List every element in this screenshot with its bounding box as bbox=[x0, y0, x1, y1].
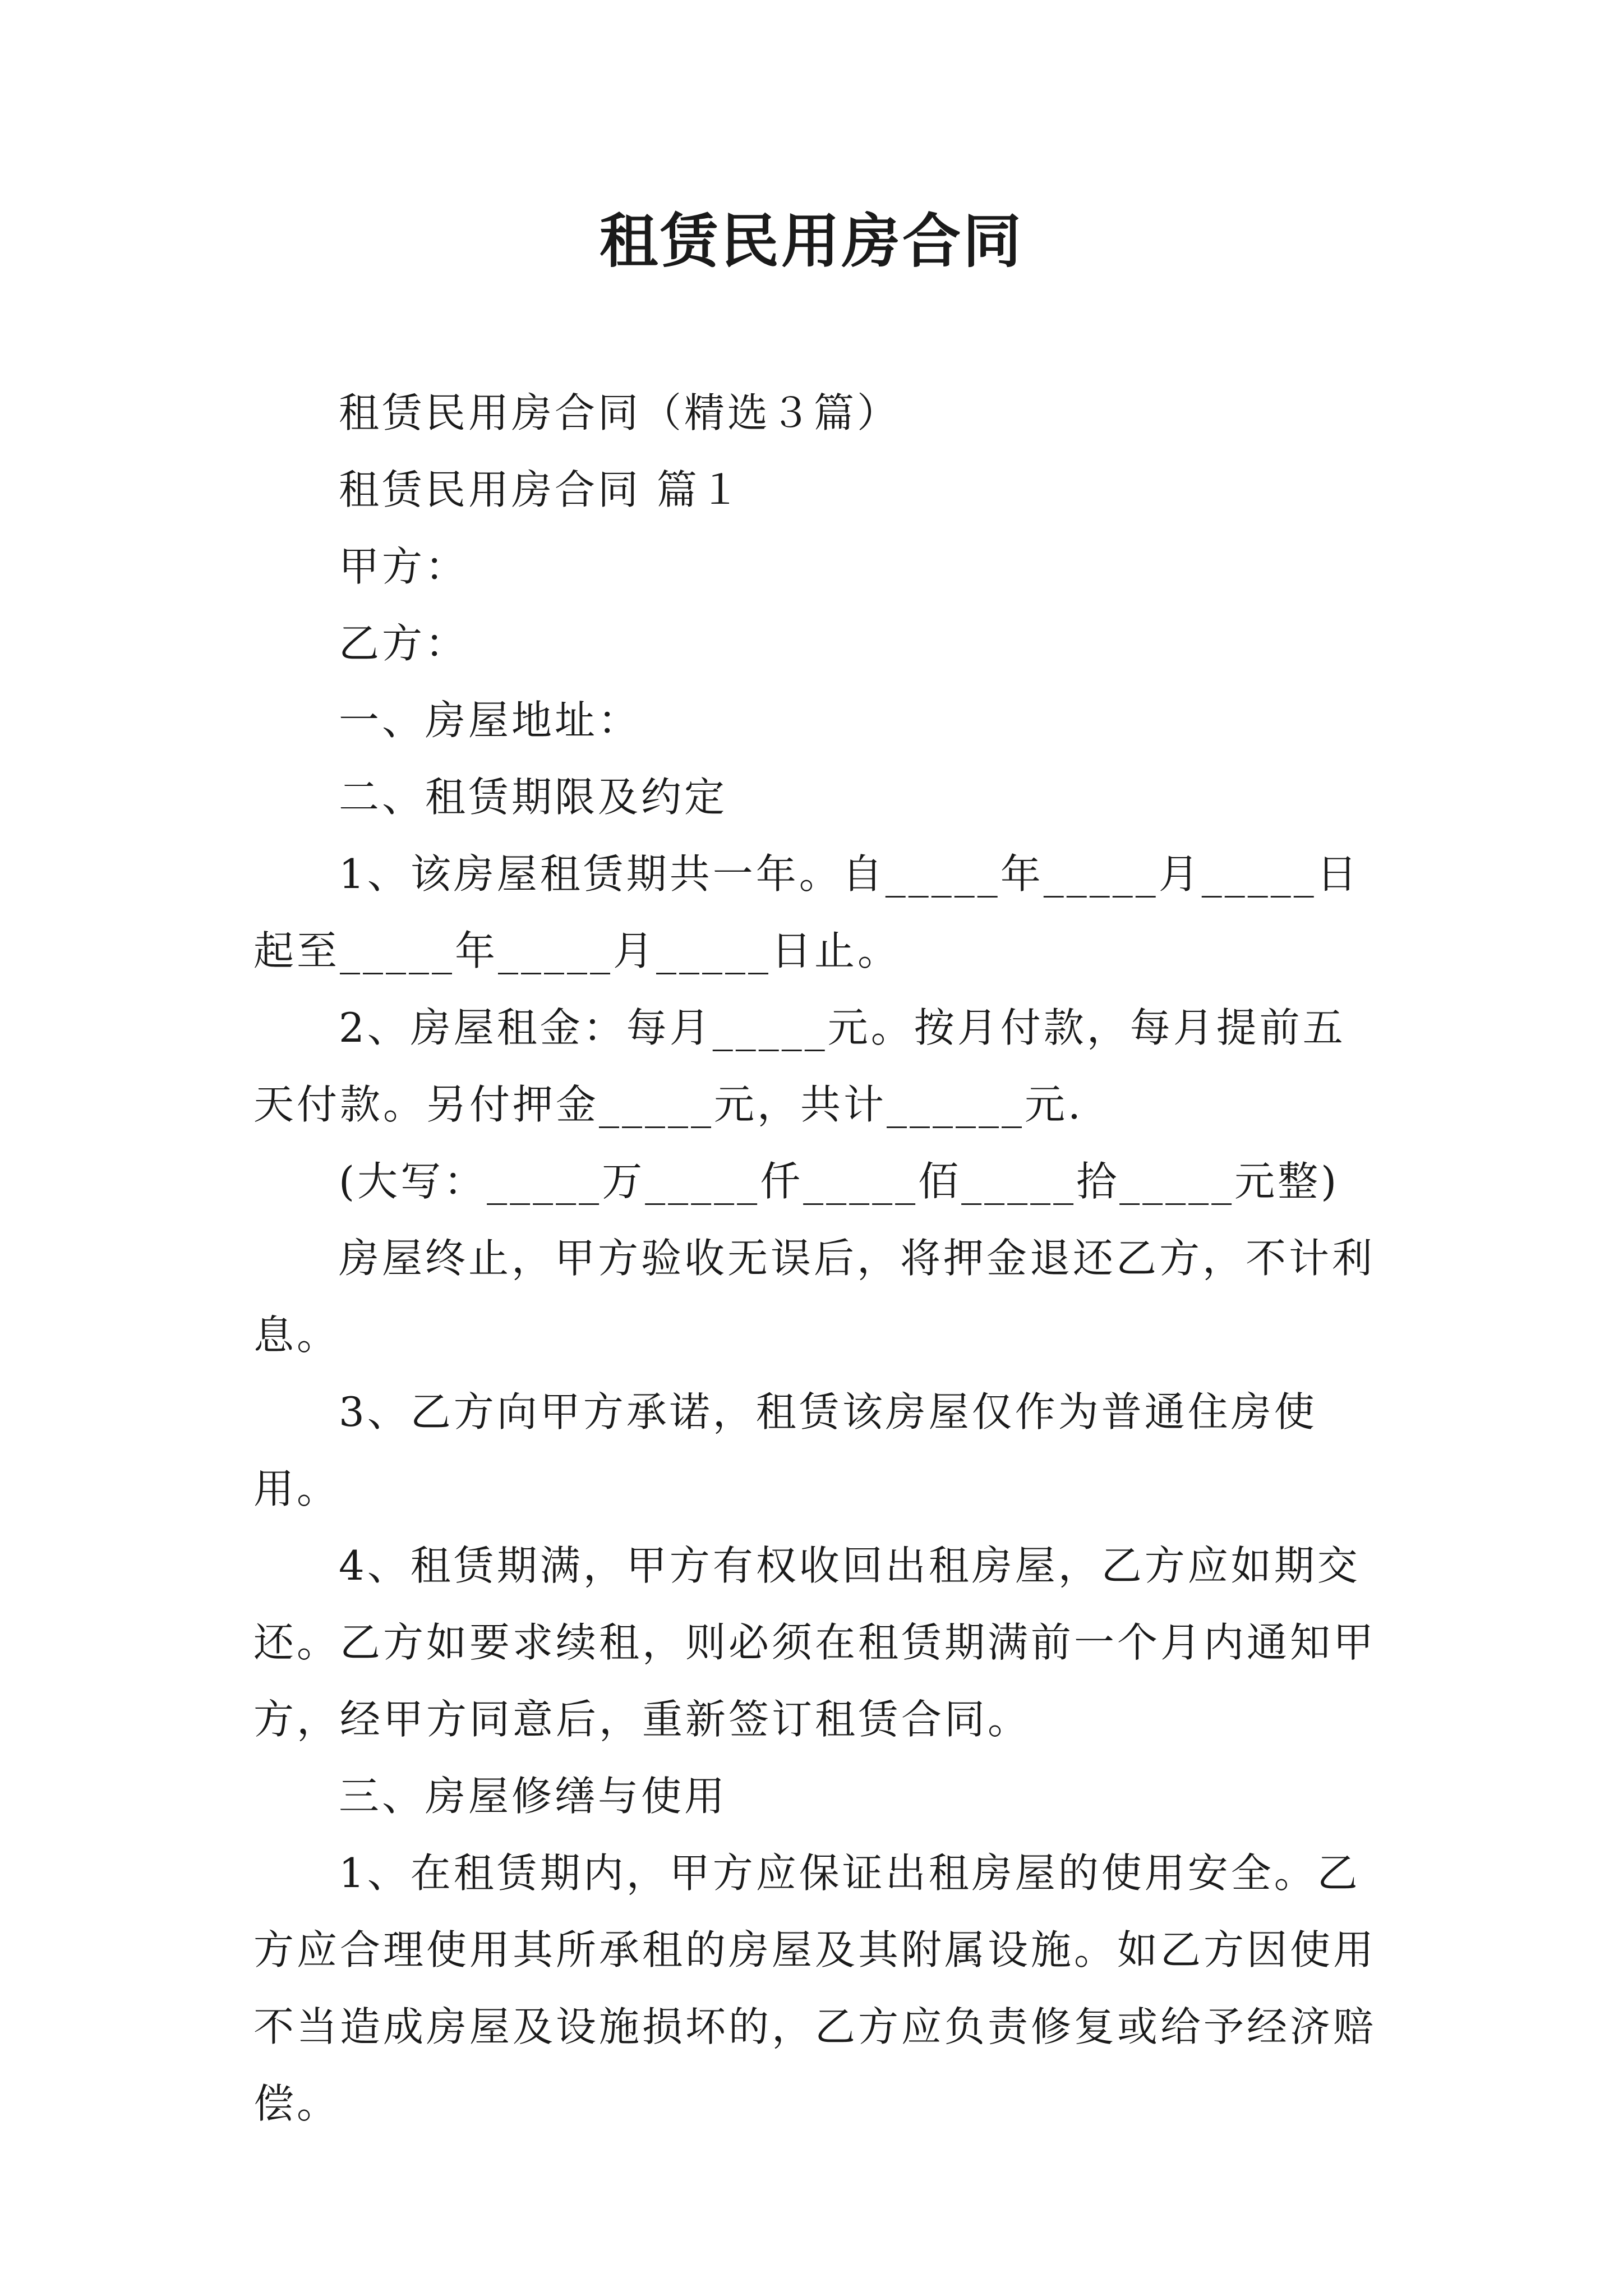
clause-paragraph: 4、租赁期满，甲方有权收回出租房屋，乙方应如期交还。乙方如要求续租，则必须在租赁期满前一个月内通知甲方，经甲方同意后，重新签订租赁合同。 bbox=[253, 1542, 1377, 1743]
document-body bbox=[253, 375, 1386, 2142]
clause-paragraph: (大写：_____万_____仟_____佰_____拾_____元整) bbox=[339, 1158, 1340, 1205]
document-title: 租赁民用房合同 bbox=[599, 206, 1023, 275]
party-a-line: 甲方： bbox=[339, 543, 469, 590]
clause-paragraph: 1、在租赁期内，甲方应保证出租房屋的使用安全。乙方应合理使用其所承租的房屋及其附属设施。如乙方因使用不当造成房屋及设施损坏的，乙方应负责修复或给予经济赔偿。 bbox=[253, 1849, 1377, 2127]
clause-heading: 一、房屋地址： bbox=[339, 697, 642, 744]
party-b-line: 乙方： bbox=[339, 620, 469, 667]
clause-heading: 二、租赁期限及约定 bbox=[339, 774, 728, 821]
section-heading: 租赁民用房合同 篇１ bbox=[339, 466, 743, 513]
clause-paragraph: 3、乙方向甲方承诺，租赁该房屋仅作为普通住房使用。 bbox=[253, 1388, 1317, 1512]
subtitle: 租赁民用房合同（精选３篇） bbox=[339, 389, 901, 436]
clause-paragraph: 2、房屋租金：每月_____元。按月付款，每月提前五天付款。另付押金_____元，共计______元. bbox=[253, 1004, 1346, 1128]
clause-paragraph: 房屋终止，甲方验收无误后，将押金退还乙方，不计利息。 bbox=[253, 1235, 1376, 1359]
clause-paragraph: 1、该房屋租赁期共一年。自_____年_____月_____日起至_____年_____月_____日止。 bbox=[253, 850, 1360, 974]
clause-heading: 三、房屋修缮与使用 bbox=[339, 1773, 728, 1820]
